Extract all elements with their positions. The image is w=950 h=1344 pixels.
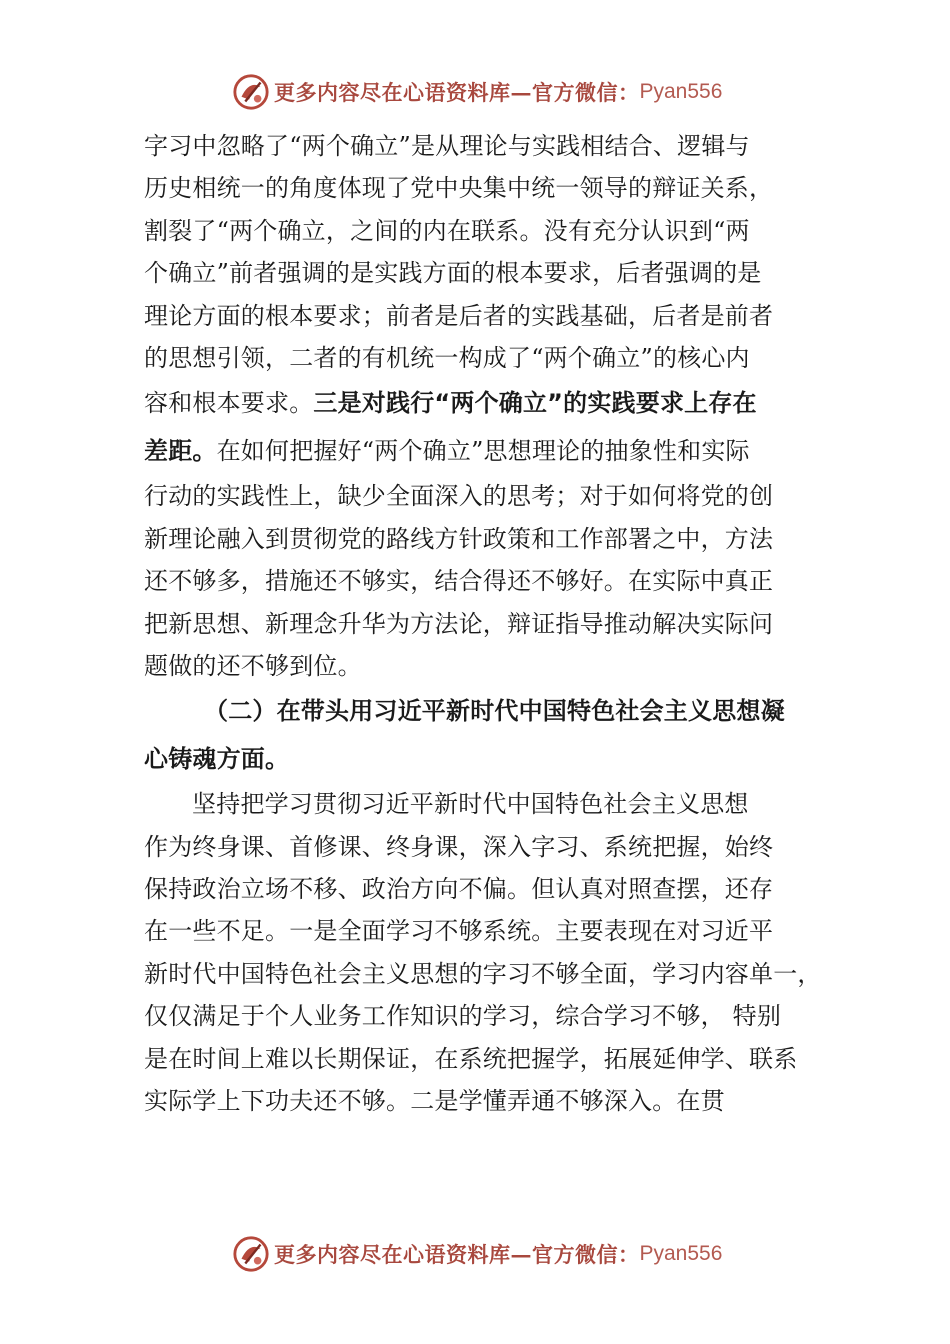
text-line: 还不够多，措施还不够实，结合得还不够好。在实际中真正 [144,567,774,596]
text-line-mixed [144,379,824,427]
text-run: 容和根本要求。 [144,389,314,418]
bold-point-heading: 三是对践行“两个确立”的实践要求上存在 [313,389,757,418]
section-heading: 心铸魂方面。 [144,745,290,774]
text-line: 字习中忽略了“两个确立”是从理论与实践相结合、逻辑与 [144,132,750,160]
text-line: 行动的实践性上，缺少全面深入的思考；对于如何将党的创 [144,482,774,511]
text-line: 作为终身课、首修课、终身课，深入字习、系统把握，始终 [144,832,774,861]
bold-point-heading: 差距。 [144,437,217,466]
text-line: 实际学上下功夫还不够。二是学懂弄通不够深入。在贯 [144,1087,725,1116]
header-watermark [232,72,722,112]
text-line: 的思想引领，二者的有机统一构成了“两个确立”的核心内 [144,343,750,372]
text-line: 仅仅满足于个人业务工作知识的学习，综合学习不够， 特别 [144,1002,782,1031]
text-line: 新理论融入到贯彻党的路线方针政策和工作部署之中，方法 [144,524,774,553]
text-line: 个确立”前者强调的是实践方面的根本要求，后者强调的是 [144,259,762,288]
section-heading: （二）在带头用习近平新时代中国特色社会主义思想凝 [204,697,785,726]
text-line: 把新思想、新理念升华为方法论，辩证指导推动解决实际问 [144,609,774,638]
text-run: 在如何把握好“两个确立”思想理论的抽象性和实际 [216,437,750,466]
text-line: 保持政治立场不移、政治方向不偏。但认真对照查摆，还存 [144,875,774,904]
seal-logo-icon [232,1235,270,1273]
text-line-mixed [144,427,824,475]
text-line: 坚持把学习贯彻习近平新时代中国特色社会主义思想 [192,790,749,819]
watermark-text: 更多内容尽在心语资料库—官方微信： [274,80,640,105]
text-line: 理论方面的根本要求；前者是后者的实践基础，后者是前者 [144,301,774,330]
text-line: 在一些不足。一是全面学习不够系统。主要表现在对习近平 [144,917,774,946]
text-line: 割裂了“两个确立，之间的内在联系。没有充分认识到“两 [144,216,750,245]
document-body [144,125,824,1122]
watermark-id: Pyan556 [639,1242,723,1265]
seal-logo-icon [232,73,270,111]
text-line: 题做的还不够到位。 [144,651,362,680]
footer-watermark [232,1234,722,1274]
text-line: 历史相统一的角度体现了党中央集中统一领导的辩证关系， [144,174,774,203]
watermark-id: Pyan556 [639,80,723,103]
text-line: 新时代中国特色社会主义思想的字习不够全面，学习内容单一， [144,959,822,988]
watermark-text: 更多内容尽在心语资料库—官方微信： [274,1242,640,1267]
text-line: 是在时间上难以长期保证，在系统把握学，拓展延伸学、联系 [144,1044,798,1073]
